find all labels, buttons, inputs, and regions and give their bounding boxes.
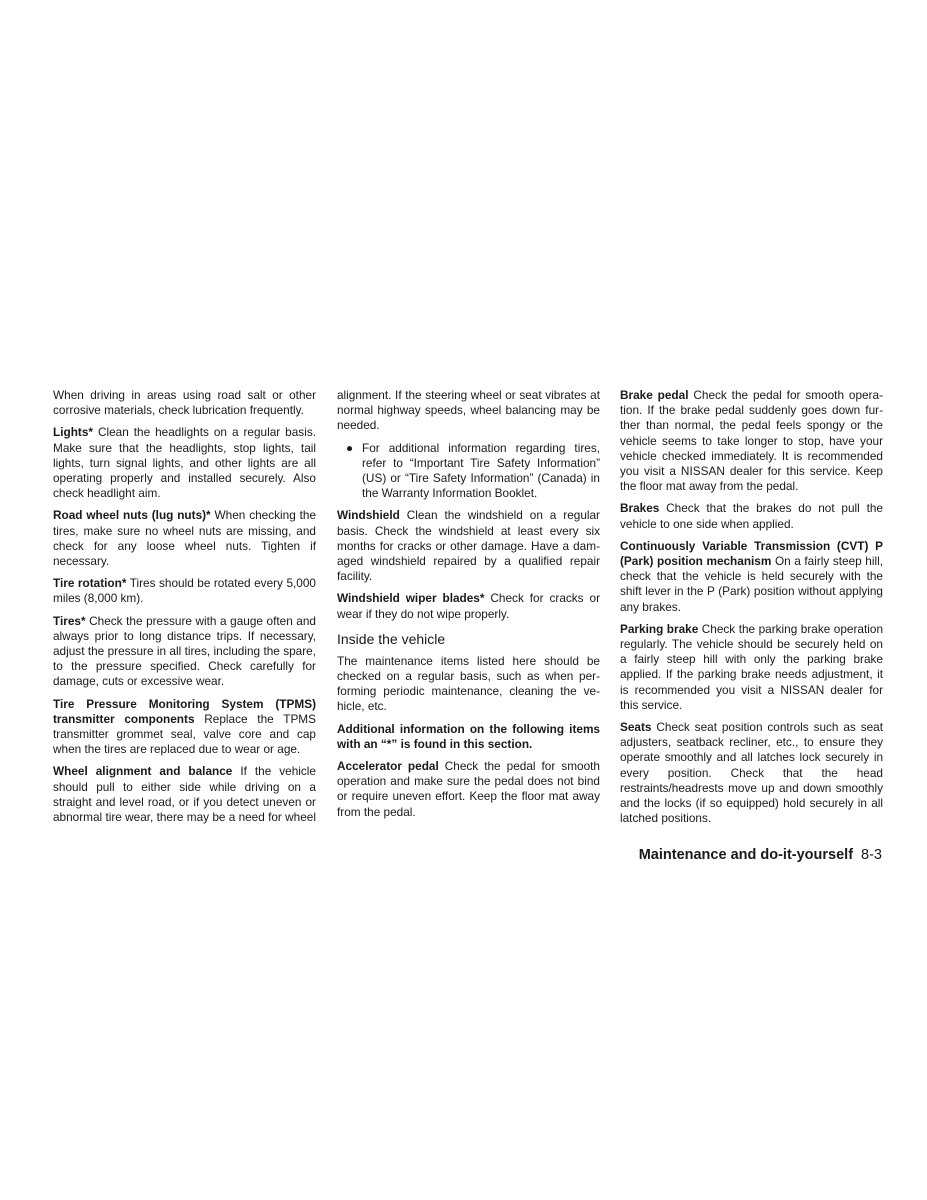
wheel-nuts-heading: Road wheel nuts (lug nuts)* (53, 508, 211, 523)
paragraph-seats: Seats Check seat position controls such as seat adjusters, seatback recliner, etc., to ensure they operate smoothly and all latches lock securely in every position. Check that the head restraints/headrests move up and down smoothly and the locks (if so equipped) hold securely in all latched positions. (620, 720, 883, 826)
column-left (53, 388, 316, 832)
bullet-icon: ● (346, 440, 354, 455)
brakes-heading: Brakes (620, 501, 660, 516)
column-middle (337, 388, 600, 827)
paragraph-road-salt: When driving in areas using road salt or other corrosive materials, check lubrication frequently. (53, 388, 316, 418)
lights-heading: Lights* (53, 425, 93, 440)
paragraph-wheel-nuts: Road wheel nuts (lug nuts)* When checking the tires, make sure no wheel nuts are missing, and check for any loose wheel nuts. Tighten if necessary. (53, 508, 317, 569)
paragraph-inside-intro: The maintenance items listed here should be checked on a regular basis, such as when performing periodic maintenance, cleaning the vehicle, etc. (337, 653, 600, 714)
tires-heading: Tires* (53, 613, 86, 628)
footer-section-title: Maintenance and do-it-yourself (638, 847, 854, 863)
brake-pedal-heading: Brake pedal (620, 388, 689, 402)
tpms-heading: Tire Pressure Monitoring System (TPMS) transmitter components (53, 696, 316, 726)
parking-brake-heading: Parking brake (620, 621, 699, 636)
paragraph-wiper-blades: Windshield wiper blades* Check for cracks or wear if they do not wipe properly. (337, 591, 601, 621)
bullet-item-tire-info: ● For additional information regarding tires, refer to “Important Tire Safety Information” (US) or “Tire Safety Information” (Canada) in the Warranty Information Booklet. (346, 440, 600, 501)
paragraph-lights: Lights* Clean the headlights on a regular basis. Make sure that the headlights, stop lights, tail lights, turn signal lights, and other lights are all operating properly and installed securely. Also check headlight aim. (53, 425, 316, 501)
paragraph-alignment-continued: alignment. If the steering wheel or seat vibrates at normal highway speeds, wheel balancing may be needed. (337, 388, 600, 433)
section-title-inside-vehicle: Inside the vehicle (337, 630, 446, 647)
paragraph-parking-brake: Parking brake Check the parking brake operation regularly. The vehicle should be securely held on a fairly steep hill with only the parking brake applied. If the parking brake needs adjustment, it is recommended you visit a NISSAN dealer for this service. (620, 621, 884, 712)
paragraph-windshield: Windshield Clean the windshield on a regular basis. Check the windshield at least every six months for cracks or other damage. Have a damaged windshield repaired by a qualified repair facility. (337, 508, 600, 584)
paragraph-brake-pedal: Brake pedal Check the pedal for smooth operation. If the brake pedal suddenly goes down further than normal, the pedal feels spongy or the vehicle seems to take longer to stop, have your vehicle checked immediately. It is recommended you visit a NISSAN dealer for this service. Keep the floor mat away from the pedal. (620, 388, 883, 494)
paragraph-brakes: Brakes Check that the brakes do not pull the vehicle to one side when applied. (620, 501, 883, 531)
paragraph-tire-rotation: Tire rotation* Tires should be rotated every 5,000 miles (8,000 km). (53, 576, 316, 606)
paragraph-accelerator: Accelerator pedal Check the pedal for smooth operation and make sure the pedal does not bind or require uneven effort. Keep the floor mat away from the pedal. (337, 759, 600, 819)
cvt-heading: Continuously Variable Transmission (CVT) P (Park) position mechanism (620, 538, 883, 569)
wiper-blades-heading: Windshield wiper blades* (337, 591, 485, 606)
paragraph-tpms: Tire Pressure Monitoring System (TPMS) transmitter components Replace the TPMS transmitter grommet seal, valve core and cap when the tires are replaced due to wear or age. (53, 696, 317, 757)
page-footer (639, 847, 882, 863)
column-right (620, 388, 883, 833)
tire-rotation-heading: Tire rotation* (53, 576, 127, 591)
accelerator-heading: Accelerator pedal (337, 759, 439, 774)
note-asterisk-items: Additional information on the following items with an “*” is found in this section. (337, 721, 600, 751)
paragraph-tires: Tires* Check the pressure with a gauge often and always prior to long distance trips. If necessary, adjust the pressure in all tires, including the spare, to the pressure specified. Check carefully for damage, cuts or excessive wear. (53, 613, 316, 689)
paragraph-wheel-alignment: Wheel alignment and balance If the vehicle should pull to either side while driving on a straight and level road, or if you detect uneven or abnormal tire wear, there may be a need for wheel (53, 764, 316, 825)
wheel-alignment-heading: Wheel alignment and balance (53, 764, 233, 779)
page-number: 8-3 (861, 847, 882, 863)
windshield-heading: Windshield (337, 508, 400, 523)
paragraph-cvt: Continuously Variable Transmission (CVT) P (Park) position mechanism On a fairly steep hill, check that the vehicle is held securely with the shift lever in the P (Park) position without applying any brakes. (620, 538, 884, 614)
seats-heading: Seats (620, 720, 652, 735)
